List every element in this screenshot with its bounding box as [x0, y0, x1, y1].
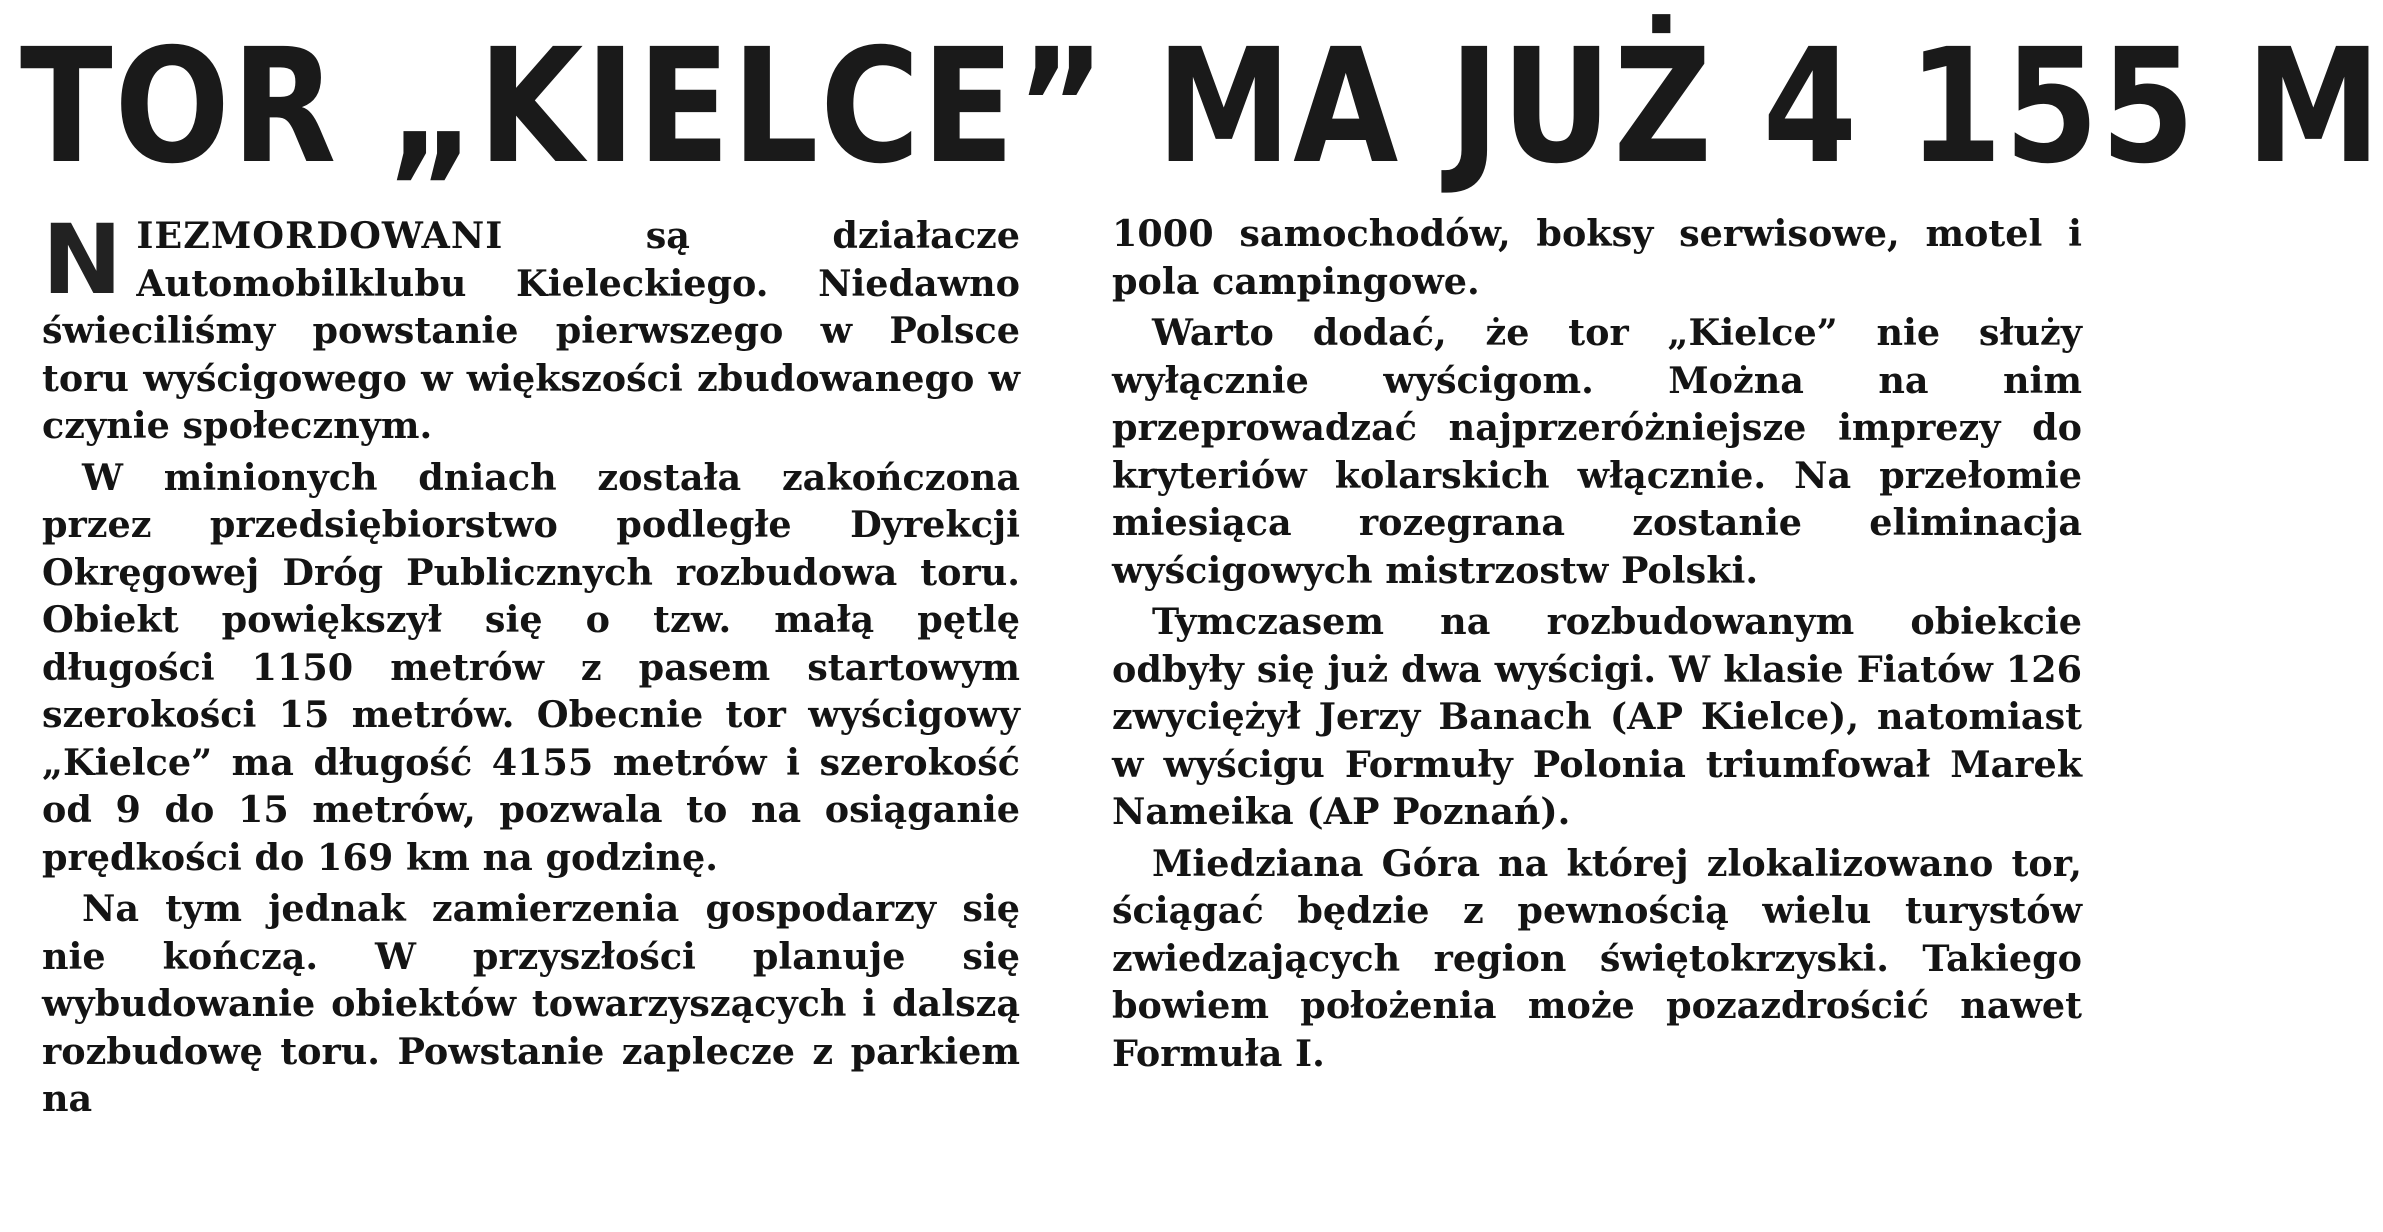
lead-text: są działacze Automobilklubu Kieleckiego. Niedawno świeciliśmy powstanie pierwszego w Polsce toru wyścigowego w większości zbudowanego w czynie społecznym. [42, 214, 1020, 447]
article-column-left [42, 204, 1020, 1123]
paragraph-5: Tymczasem na rozbudowanym obiekcie odbyły się już dwa wyścigi. W klasie Fiatów 126 zwyciężył Jerzy Banach (AP Kielce), natomiast w wyścigu Formuły Polonia triumfował Marek Nameika (AP Poznań). [1112, 600, 2082, 833]
headline: TOR „KIELCE” MA JUŻ 4 155 M [20, 15, 2383, 199]
paragraph-2: W minionych dniach została zakończona przez przedsiębiorstwo podległe Dyrekcji Okręgowej Dróg Publicznych rozbudowa toru. Obiekt powiększył się o tzw. małą pętlę długości 1150 metrów z pasem startowym szerokości 15 metrów. Obecnie tor wyścigowy „Kielce” ma długość 4155 metrów i szerokość od 9 do 15 metrów, pozwala to na osiąganie prędkości do 169 km na godzinę. [42, 455, 1020, 879]
paragraph-3: Na tym jednak zamierzenia gospodarzy się nie kończą. W przyszłości planuje się wybudowanie obiektów towarzyszących i dalszą rozbudowę toru. Powstanie zaplecze z parkiem na [42, 887, 1020, 1120]
paragraph-6: Miedziana Góra na której zlokalizowano tor, ściągać będzie z pewnością wielu turystów zwiedzających region świętokrzyski. Takiego bowiem położenia może pozazdrościć nawet Formuła I. [1112, 841, 2082, 1075]
article-column-right [1112, 210, 2082, 1077]
paragraph-continuation: 1000 samochodów, boksy serwisowe, motel i pola campingowe. [1112, 212, 2082, 303]
lead-paragraph [42, 204, 1020, 450]
paragraph-4: Warto dodać, że tor „Kielce” nie służy wyłącznie wyścigom. Można na nim przeprowadzać najprzeróżniejsze imprezy do kryteriów kolarskich włącznie. Na przełomie miesiąca rozegrana zostanie eliminacja wyścigowych mistrzostw Polski. [1112, 311, 2082, 592]
drop-cap: N [42, 204, 123, 316]
lead-uppercase-word: IEZMORDOWANI [136, 214, 504, 257]
